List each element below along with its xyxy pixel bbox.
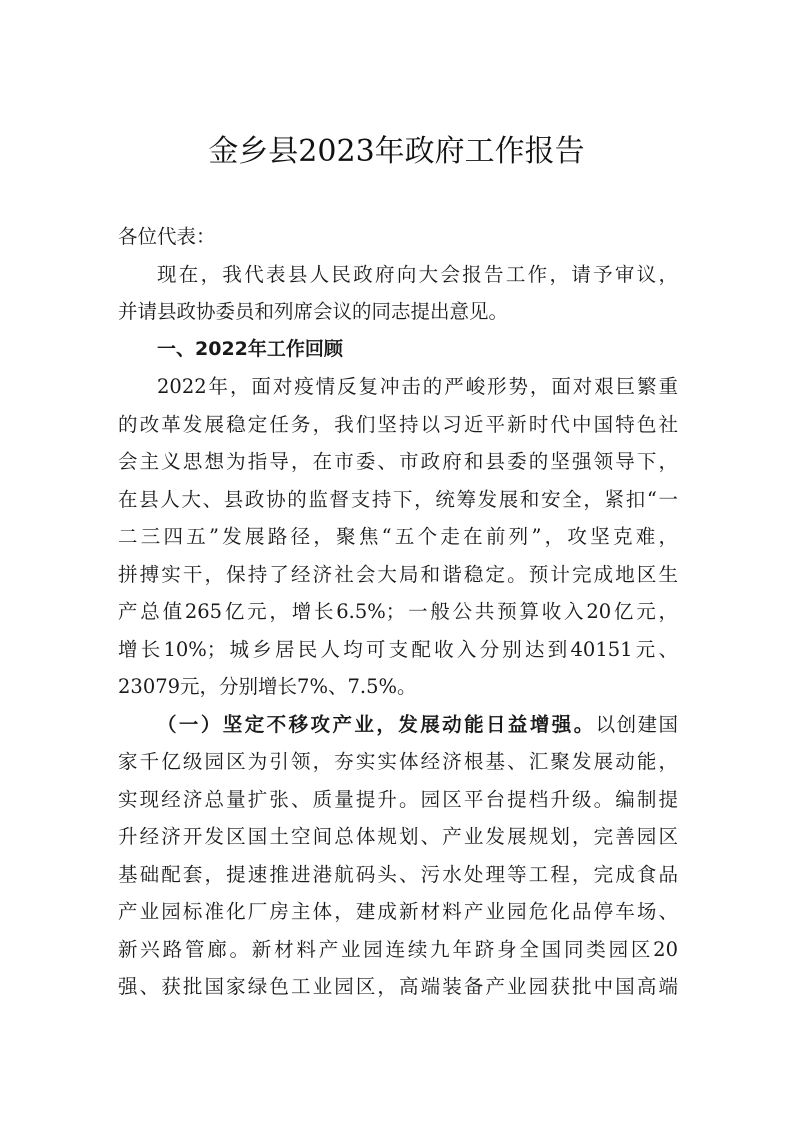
paragraph-line: 二三四五”发展路径，聚焦“五个走在前列”，攻坚克难， [118, 525, 678, 548]
subsection-first-line [118, 706, 678, 744]
paragraph-line: 实现经济总量扩张、质量提升。园区平台提档升级。编制提 [118, 787, 678, 811]
paragraph-line: 会主义思想为指导，在市委、市政府和县委的坚强领导下， [118, 450, 678, 473]
intro-line: 现在，我代表县人民政府向大会报告工作，请予审议， [157, 262, 678, 286]
salutation: 各位代表： [118, 225, 216, 248]
paragraph-line: 23079元，分别增长7%、7.5%。 [118, 675, 417, 698]
paragraph-line: 家千亿级园区为引领，夯实实体经济根基、汇聚发展动能， [118, 750, 678, 773]
intro-line: 并请县政协委员和列席会议的同志提出意见。 [118, 300, 509, 323]
subsection-heading: （一）坚定不移攻产业，发展动能日益增强。 [157, 712, 596, 736]
paragraph-line: 增长10%；城乡居民人均可支配收入分别达到40151元、 [118, 637, 678, 661]
paragraph-line: 新兴路管廊。新材料产业园连续九年跻身全国同类园区20 [118, 937, 678, 961]
document-title: 金乡县2023年政府工作报告 [208, 134, 585, 169]
paragraph-line: 强、获批国家绿色工业园区，高端装备产业园获批中国高端 [118, 975, 678, 998]
paragraph-line: 产总值265亿元，增长6.5%；一般公共预算收入20亿元， [118, 600, 678, 623]
document-body [118, 218, 678, 1006]
paragraph-line: 基础配套，提速推进港航码头、污水处理等工程，完成食品 [118, 862, 678, 886]
section-heading: 一、2022年工作回顾 [157, 337, 343, 360]
paragraph-text: 以创建国 [595, 712, 678, 736]
paragraph-line: 产业园标准化厂房主体，建成新材料产业园危化品停车场、 [118, 900, 678, 923]
paragraph-line: 的改革发展稳定任务，我们坚持以习近平新时代中国特色社 [118, 412, 678, 436]
paragraph-line: 拼搏实干，保持了经济社会大局和谐稳定。预计完成地区生 [118, 562, 678, 586]
paragraph-line: 升经济开发区国土空间总体规划、产业发展规划，完善园区 [118, 825, 678, 848]
paragraph-line: 2022年，面对疫情反复冲击的严峻形势，面对艰巨繁重 [157, 375, 678, 398]
paragraph-line: 在县人大、县政协的监督支持下，统筹发展和安全，紧扣“一 [118, 487, 678, 511]
